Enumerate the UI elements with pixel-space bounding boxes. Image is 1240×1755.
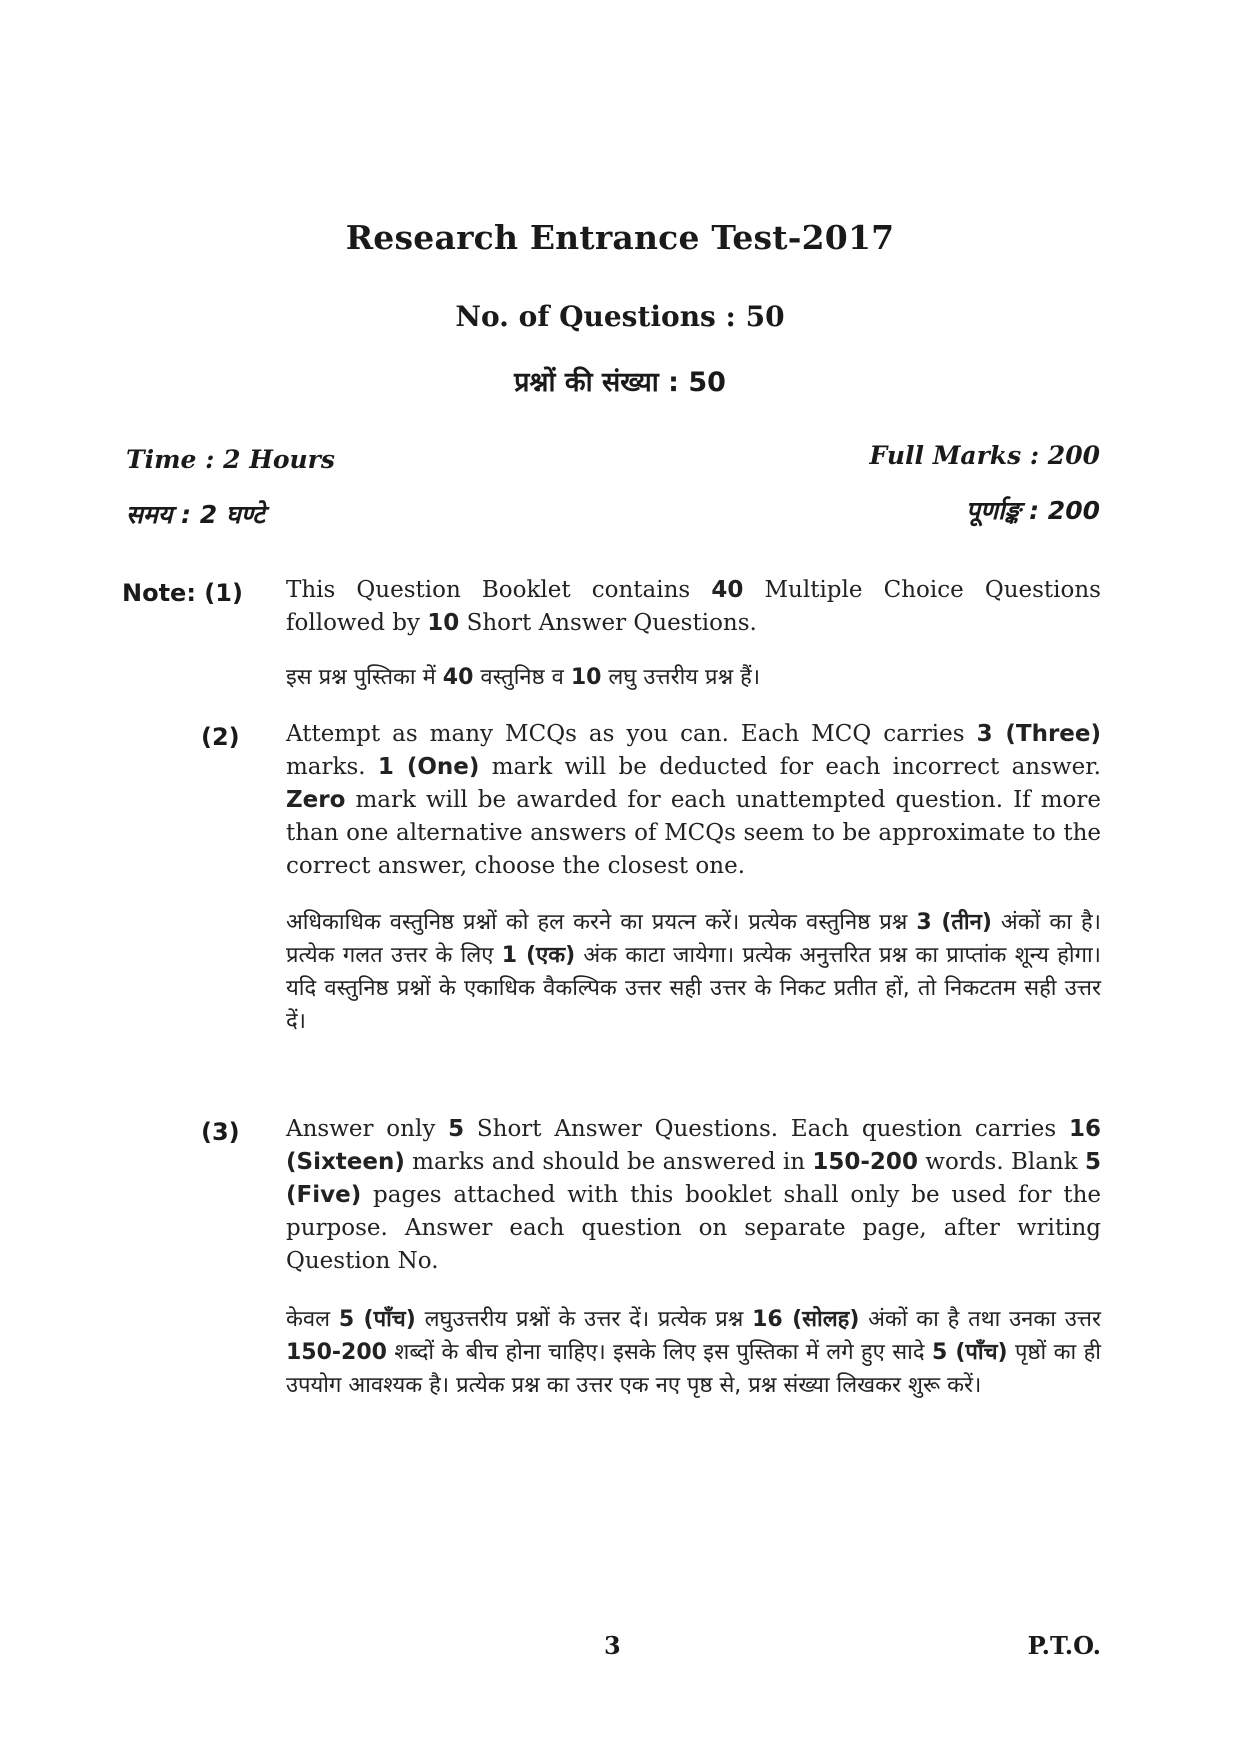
- bold-emphasis: 5 (पाँच): [931, 1340, 1008, 1365]
- note-3-hi: [286, 1303, 1101, 1402]
- bold-emphasis: 10: [570, 665, 602, 690]
- text-run: वस्तुनिष्ठ व: [473, 665, 571, 690]
- question-count-en: No. of Questions : 50: [455, 300, 785, 333]
- bold-emphasis: 150-200: [812, 1149, 918, 1175]
- text-run: pages attached with this booklet shall only be used for the purpose. Answer each question on separate page, after writing Question No.: [286, 1182, 1101, 1274]
- note-3-number: (3): [201, 1118, 240, 1146]
- note-1-hi: [286, 661, 1101, 694]
- text-run: लघु उत्तरीय प्रश्न हैं।: [601, 665, 761, 690]
- full-marks-hi: पूर्णाङ्क : 200: [965, 496, 1100, 525]
- question-count-hi: प्रश्नों की संख्या : 50: [514, 367, 726, 398]
- bold-emphasis: 5 (Five): [286, 1149, 1101, 1208]
- bold-emphasis: 10: [427, 610, 460, 636]
- note-2-number: (2): [201, 723, 240, 751]
- bold-emphasis: 40: [442, 665, 474, 690]
- text-run: Short Answer Questions.: [459, 610, 757, 636]
- bold-emphasis: 5: [448, 1116, 465, 1142]
- text-run: This Question Booklet contains: [286, 577, 712, 603]
- bold-emphasis: 16 (Sixteen): [286, 1116, 1101, 1175]
- text-run: words. Blank: [917, 1149, 1085, 1175]
- text-run: इस प्रश्न पुस्तिका में: [286, 665, 443, 690]
- text-run: केवल: [286, 1307, 339, 1332]
- text-run: Attempt as many MCQs as you can. Each MCQ carries: [286, 721, 977, 747]
- text-run: लघुउत्तरीय प्रश्नों के उत्तर दें। प्रत्येक प्रश्न: [415, 1307, 753, 1332]
- text-run: Multiple Choice Questions followed by: [286, 577, 1101, 636]
- text-run: शब्दों के बीच होना चाहिए। इसके लिए इस पुस्तिका में लगे हुए सादे: [386, 1340, 932, 1365]
- note-3-en: [286, 1113, 1101, 1278]
- text-run: mark will be deducted for each incorrect answer.: [479, 754, 1101, 780]
- text-run: अंक काटा जायेगा। प्रत्येक अनुत्तरित प्रश्न का प्राप्तांक शून्य होगा। यदि वस्तुनिष्ठ प्रश्नों के एकाधिक वैकल्पिक उत्तर सही उत्तर के निकट प्रतीत हों, तो निकटतम सही उत्तर दें।: [286, 943, 1101, 1034]
- text-run: अंकों का है। प्रत्येक गलत उत्तर के लिए: [286, 910, 1102, 968]
- pto-label: P.T.O.: [1027, 1631, 1101, 1660]
- bold-emphasis: Zero: [286, 787, 346, 813]
- bold-emphasis: 150-200: [286, 1340, 387, 1365]
- bold-emphasis: 1 (One): [377, 754, 480, 780]
- note-1-en: [286, 574, 1101, 640]
- bold-emphasis: 5 (पाँच): [338, 1307, 416, 1332]
- page-title: Research Entrance Test-2017: [345, 218, 895, 257]
- bold-emphasis: 1 (एक): [501, 943, 576, 968]
- text-run: अधिकाधिक वस्तुनिष्ठ प्रश्नों को हल करने का प्रयत्न करें। प्रत्येक वस्तुनिष्ठ प्रश्न: [286, 910, 917, 935]
- text-run: Short Answer Questions. Each question carries: [464, 1116, 1069, 1142]
- note-label: Note: (1): [122, 579, 243, 607]
- note-2-en: [286, 718, 1101, 883]
- note-2-hi: [286, 906, 1101, 1038]
- time-hi: समय : 2 घण्टे: [126, 500, 265, 529]
- bold-emphasis: 40: [711, 577, 744, 603]
- text-run: पृष्ठों का ही उपयोग आवश्यक है। प्रत्येक प्रश्न का उत्तर एक नए पृष्ठ से, प्रश्न संख्या लिखकर शुरू करें।: [286, 1340, 1101, 1398]
- bold-emphasis: 3 (तीन): [916, 910, 992, 935]
- text-run: अंकों का है तथा उनका उत्तर: [859, 1307, 1101, 1332]
- time-en: Time : 2 Hours: [126, 445, 335, 474]
- text-run: marks and should be answered in: [404, 1149, 813, 1175]
- text-run: marks.: [286, 754, 378, 780]
- bold-emphasis: 16 (सोलह): [752, 1307, 860, 1332]
- page-number: 3: [604, 1631, 621, 1660]
- text-run: Answer only: [286, 1116, 449, 1142]
- text-run: mark will be awarded for each unattempted question. If more than one alternative answers of MCQs seem to be approximate to the correct answer, choose the closest one.: [286, 787, 1101, 879]
- bold-emphasis: 3 (Three): [976, 721, 1101, 747]
- full-marks-en: Full Marks : 200: [869, 441, 1100, 470]
